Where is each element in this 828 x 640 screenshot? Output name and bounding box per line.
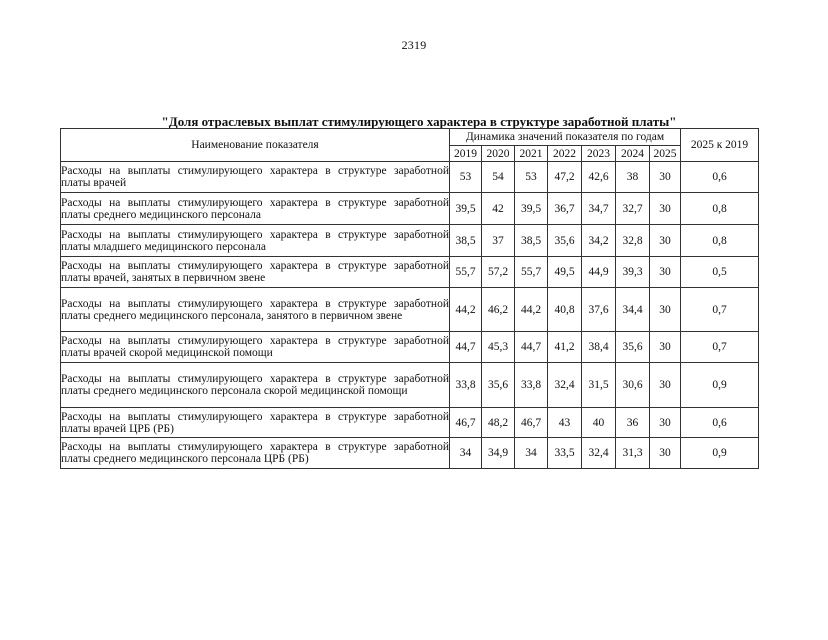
cell-2021: 33,8 xyxy=(515,363,548,408)
row-name: Расходы на выплаты стимулирующего характера в структуре заработной платы среднего медицинского персонала ЦРБ (РБ) xyxy=(61,438,450,469)
cell-2021: 53 xyxy=(515,162,548,193)
indicator-table xyxy=(60,128,759,469)
cell-2025: 30 xyxy=(650,193,681,225)
cell-2024: 30,6 xyxy=(616,363,650,408)
cell-2019: 44,7 xyxy=(450,332,482,363)
cell-2025: 30 xyxy=(650,257,681,288)
row-name: Расходы на выплаты стимулирующего характера в структуре заработной платы младшего медицинского персонала xyxy=(61,225,450,257)
header-dynamics: Динамика значений показателя по годам xyxy=(450,129,681,146)
cell-2022: 41,2 xyxy=(548,332,582,363)
cell-ratio: 0,7 xyxy=(681,288,759,332)
header-year-2023: 2023 xyxy=(582,146,616,162)
cell-ratio: 0,7 xyxy=(681,332,759,363)
cell-2023: 34,7 xyxy=(582,193,616,225)
cell-2024: 39,3 xyxy=(616,257,650,288)
cell-2022: 33,5 xyxy=(548,438,582,469)
cell-2021: 46,7 xyxy=(515,408,548,438)
cell-2021: 55,7 xyxy=(515,257,548,288)
cell-2021: 34 xyxy=(515,438,548,469)
cell-2019: 39,5 xyxy=(450,193,482,225)
page-number: 2319 xyxy=(401,38,427,52)
cell-2023: 38,4 xyxy=(582,332,616,363)
cell-2020: 45,3 xyxy=(482,332,515,363)
table-row xyxy=(61,408,759,438)
cell-2020: 37 xyxy=(482,225,515,257)
cell-2020: 42 xyxy=(482,193,515,225)
table-row xyxy=(61,162,759,193)
cell-2020: 48,2 xyxy=(482,408,515,438)
cell-2019: 34 xyxy=(450,438,482,469)
cell-2020: 46,2 xyxy=(482,288,515,332)
cell-2024: 36 xyxy=(616,408,650,438)
cell-2024: 31,3 xyxy=(616,438,650,469)
cell-2025: 30 xyxy=(650,363,681,408)
cell-2023: 31,5 xyxy=(582,363,616,408)
row-name: Расходы на выплаты стимулирующего характера в структуре заработной платы среднего медицинского персонала xyxy=(61,193,450,225)
header-year-2022: 2022 xyxy=(548,146,582,162)
cell-ratio: 0,6 xyxy=(681,408,759,438)
table-row xyxy=(61,332,759,363)
cell-2021: 44,7 xyxy=(515,332,548,363)
row-name: Расходы на выплаты стимулирующего характера в структуре заработной платы врачей, занятых в первичном звене xyxy=(61,257,450,288)
cell-2024: 38 xyxy=(616,162,650,193)
cell-2025: 30 xyxy=(650,162,681,193)
cell-2023: 44,9 xyxy=(582,257,616,288)
cell-2020: 35,6 xyxy=(482,363,515,408)
header-year-2025: 2025 xyxy=(650,146,681,162)
cell-2022: 47,2 xyxy=(548,162,582,193)
cell-2025: 30 xyxy=(650,288,681,332)
cell-2023: 32,4 xyxy=(582,438,616,469)
row-name: Расходы на выплаты стимулирующего характера в структуре заработной платы врачей ЦРБ (РБ) xyxy=(61,408,450,438)
row-name: Расходы на выплаты стимулирующего характера в структуре заработной платы среднего медицинского персонала, занятого в первичном звене xyxy=(61,288,450,332)
cell-2020: 34,9 xyxy=(482,438,515,469)
row-name: Расходы на выплаты стимулирующего характера в структуре заработной платы среднего медицинского персонала скорой медицинской помощи xyxy=(61,363,450,408)
header-ratio: 2025 к 2019 xyxy=(681,129,759,162)
cell-ratio: 0,9 xyxy=(681,438,759,469)
cell-2022: 40,8 xyxy=(548,288,582,332)
cell-2025: 30 xyxy=(650,332,681,363)
cell-2022: 35,6 xyxy=(548,225,582,257)
cell-2024: 34,4 xyxy=(616,288,650,332)
table-row xyxy=(61,225,759,257)
table-title: "Доля отраслевых выплат стимулирующего характера в структуре заработной платы" xyxy=(161,114,677,129)
header-year-2020: 2020 xyxy=(482,146,515,162)
row-name: Расходы на выплаты стимулирующего характера в структуре заработной платы врачей xyxy=(61,162,450,193)
cell-2022: 32,4 xyxy=(548,363,582,408)
table-row xyxy=(61,363,759,408)
cell-2019: 38,5 xyxy=(450,225,482,257)
cell-2021: 44,2 xyxy=(515,288,548,332)
header-indicator-name: Наименование показателя xyxy=(61,129,450,162)
cell-2020: 57,2 xyxy=(482,257,515,288)
cell-2024: 32,7 xyxy=(616,193,650,225)
row-name: Расходы на выплаты стимулирующего характера в структуре заработной платы врачей скорой медицинской помощи xyxy=(61,332,450,363)
cell-2023: 37,6 xyxy=(582,288,616,332)
table-row xyxy=(61,288,759,332)
cell-2019: 44,2 xyxy=(450,288,482,332)
cell-ratio: 0,8 xyxy=(681,225,759,257)
cell-2023: 42,6 xyxy=(582,162,616,193)
cell-ratio: 0,8 xyxy=(681,193,759,225)
cell-2023: 34,2 xyxy=(582,225,616,257)
cell-2019: 33,8 xyxy=(450,363,482,408)
header-year-2024: 2024 xyxy=(616,146,650,162)
cell-2019: 53 xyxy=(450,162,482,193)
cell-2021: 38,5 xyxy=(515,225,548,257)
cell-ratio: 0,9 xyxy=(681,363,759,408)
table-row xyxy=(61,193,759,225)
table-row xyxy=(61,257,759,288)
cell-2019: 46,7 xyxy=(450,408,482,438)
cell-2022: 43 xyxy=(548,408,582,438)
header-year-2021: 2021 xyxy=(515,146,548,162)
cell-2024: 32,8 xyxy=(616,225,650,257)
cell-2024: 35,6 xyxy=(616,332,650,363)
cell-2022: 36,7 xyxy=(548,193,582,225)
cell-ratio: 0,6 xyxy=(681,162,759,193)
cell-2019: 55,7 xyxy=(450,257,482,288)
cell-ratio: 0,5 xyxy=(681,257,759,288)
cell-2025: 30 xyxy=(650,408,681,438)
cell-2025: 30 xyxy=(650,438,681,469)
table-row xyxy=(61,438,759,469)
cell-2020: 54 xyxy=(482,162,515,193)
header-year-2019: 2019 xyxy=(450,146,482,162)
cell-2025: 30 xyxy=(650,225,681,257)
cell-2022: 49,5 xyxy=(548,257,582,288)
cell-2021: 39,5 xyxy=(515,193,548,225)
cell-2023: 40 xyxy=(582,408,616,438)
